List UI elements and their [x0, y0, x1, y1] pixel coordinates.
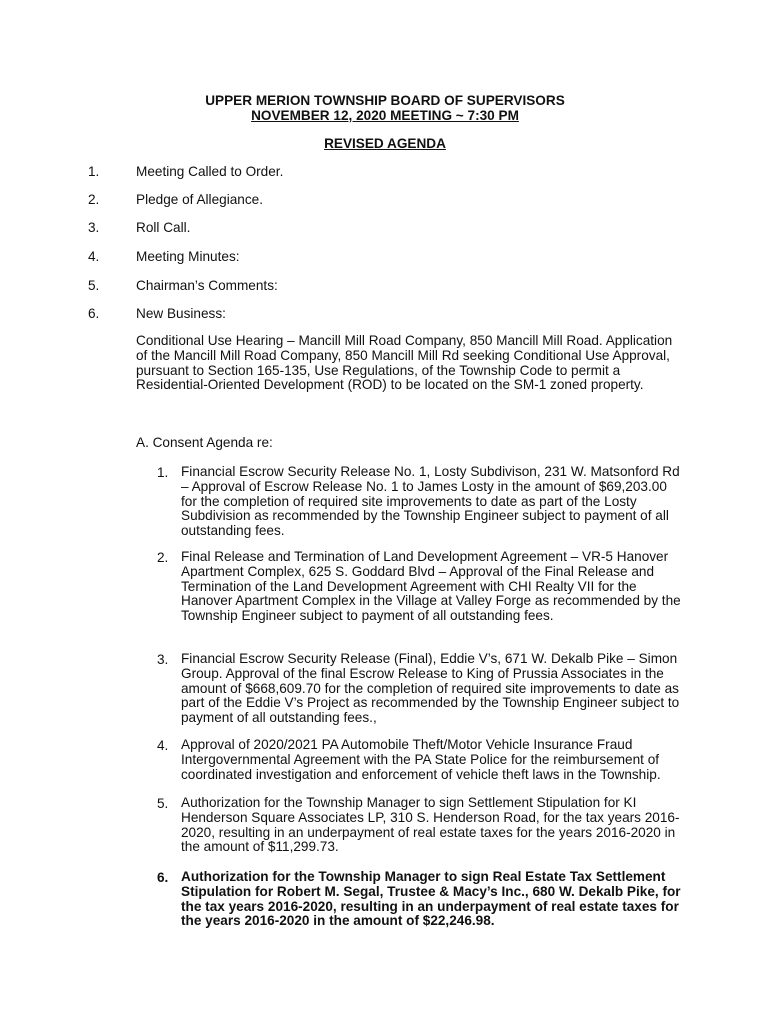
item-number: 4. — [88, 249, 100, 264]
board-title: UPPER MERION TOWNSHIP BOARD OF SUPERVISORS — [205, 93, 565, 108]
consent-item-segal-macys-settlement: Authorization for the Township Manager to sign Real Estate Tax Settlement Stipulation for Robert M. Segal, Trustee & Macy’s Inc., 680 W. Dekalb Pike, for the tax years 2016-2020, resulting in an underpayment of real estate taxes for the years 2016-2020 in the amount of $22,246.98. — [181, 869, 681, 929]
item-number: 5. — [88, 278, 100, 293]
consent-item-number: 2. — [157, 550, 169, 565]
consent-item-eddie-vs-escrow: Financial Escrow Security Release (Final), Eddie V’s, 671 W. Dekalb Pike – Simon Group. Approval of the final Escrow Release to King of Prussia Associates in the amount of $668,609.70 for the completion of required site improvements to date as part of the Eddie V’s Project as recommended by the Township Engineer subject to payment of all outstanding fees., — [181, 651, 680, 726]
item-number: 6. — [88, 306, 100, 321]
conditional-use-paragraph: Conditional Use Hearing – Mancill Mill Road Company, 850 Mancill Mill Road. Application of the Mancill Mill Road Company, 850 Mancill Mill Rd seeking Conditional Use Approval, pursuant to Section 165-135, Use Regulations, of the Township Code to permit a Residential-Oriented Development (ROD) to be located on the SM-1 zoned property. — [136, 333, 673, 393]
item-number: 1. — [88, 164, 100, 179]
item-chairmans-comments: Chairman’s Comments: — [136, 278, 278, 293]
consent-item-number: 1. — [157, 465, 169, 480]
consent-item-number: 4. — [157, 738, 169, 753]
item-number: 2. — [88, 192, 100, 207]
agenda-subtitle: REVISED AGENDA — [324, 136, 446, 151]
document-header — [0, 93, 770, 123]
consent-item-henderson-settlement: Authorization for the Township Manager to sign Settlement Stipulation for KI Henderson Square Associates LP, 310 S. Henderson Road, for the tax years 2016-2020, resulting in an underpayment of real estate taxes for the years 2016-2020 in the amount of $11,299.73. — [181, 795, 680, 855]
consent-item-number: 5. — [157, 796, 169, 811]
item-pledge: Pledge of Allegiance. — [136, 192, 263, 207]
consent-item-auto-theft-agreement: Approval of 2020/2021 PA Automobile Theft/Motor Vehicle Insurance Fraud Intergovernmental Agreement with the PA State Police for the reimbursement of coordinated investigation and enforcement of vehicle theft laws in the Township. — [181, 737, 661, 782]
consent-item-hanover-release: Final Release and Termination of Land Development Agreement – VR-5 Hanover Apartment Complex, 625 S. Goddard Blvd – Approval of the Final Release and Termination of the Land Development Agreement with CHI Realty VII for the Hanover Apartment Complex in the Village at Valley Forge as recommended by the Township Engineer subject to payment of all outstanding fees. — [181, 549, 681, 624]
item-meeting-minutes: Meeting Minutes: — [136, 249, 240, 264]
consent-agenda-heading: A. Consent Agenda re: — [136, 435, 273, 450]
meeting-date: NOVEMBER 12, 2020 MEETING ~ 7:30 PM — [251, 108, 519, 123]
consent-item-losty-escrow: Financial Escrow Security Release No. 1, Losty Subdivison, 231 W. Matsonford Rd – Approval of Escrow Release No. 1 to James Losty in the amount of $69,203.00 for the completion of required site improvements to date as part of the Losty Subdivision as recommended by the Township Engineer subject to payment of all outstanding fees. — [181, 464, 680, 539]
consent-item-number: 3. — [157, 652, 169, 667]
item-number: 3. — [88, 220, 100, 235]
consent-item-number: 6. — [157, 870, 169, 885]
item-roll-call: Roll Call. — [136, 220, 191, 235]
item-new-business: New Business: — [136, 306, 226, 321]
item-call-to-order: Meeting Called to Order. — [136, 164, 284, 179]
agenda-subtitle-wrap — [0, 136, 770, 151]
